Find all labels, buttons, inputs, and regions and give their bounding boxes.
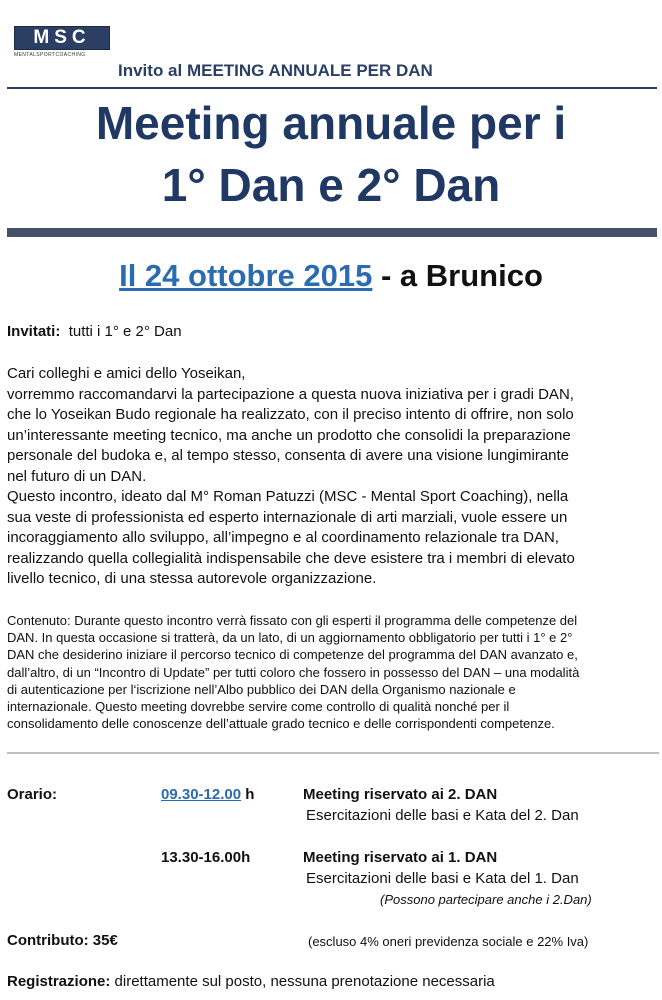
invited-line bbox=[7, 322, 657, 343]
slot2-title: Meeting riservato ai 1. DAN bbox=[303, 849, 498, 866]
content-line: consolidamento delle conoscenze dell’attuale grado tecnico e delle corrispondenti competenze. bbox=[7, 716, 555, 732]
title-line-2: 1° Dan e 2° Dan bbox=[161, 159, 501, 211]
invited-value: tutti i 1° e 2° Dan bbox=[68, 323, 182, 340]
letter-line: realizzando quella collegialità indispensabile che deve esistere tra i membri di elevato bbox=[7, 549, 575, 567]
slot1-title: Meeting riservato ai 2. DAN bbox=[303, 786, 498, 803]
title-divider bbox=[7, 228, 657, 237]
date-link[interactable]: Il 24 ottobre 2015 bbox=[119, 258, 373, 293]
content-paragraph bbox=[7, 612, 662, 732]
letter-line: nel futuro di un DAN. bbox=[7, 467, 147, 485]
letter-line: vorremmo raccomandarvi la partecipazione a questa nuova iniziativa per i gradi DAN, bbox=[7, 385, 574, 403]
registration-line bbox=[7, 971, 495, 992]
letter-line: sua veste di professionista ed esperto internazionale di arti marziali, vuole essere un bbox=[7, 508, 568, 526]
slot1-desc: Esercitazioni delle basi e Kata del 2. Dan bbox=[306, 807, 579, 824]
letter-line: Questo incontro, ideato dal M° Roman Patuzzi (MSC - Mental Sport Coaching), nella bbox=[7, 488, 569, 505]
content-line: di autenticazione per l‘iscrizione nell’Albo pubblico dei DAN della Organismo nazionale e bbox=[7, 681, 516, 697]
slot1-time-suffix: h bbox=[241, 786, 255, 803]
slot2-note: (Possono partecipare anche i 2.Dan) bbox=[380, 892, 592, 907]
page-title bbox=[0, 92, 662, 216]
content-line: dall’altro, di un “Incontro di Update” per tutti coloro che fossero in possesso del DAN – una modalità bbox=[7, 664, 580, 680]
slot1-time-link[interactable]: 09.30-12.00 bbox=[161, 786, 242, 803]
logo-subtitle: MENTALSPORTCOACHING bbox=[14, 52, 86, 58]
content-line: DAN che desiderino iniziare il percorso tecnico di competenze del programma del DAN avanzato e, bbox=[7, 647, 578, 663]
letter-line: personale del budoka e, al tempo stesso, consenta di avere una visione lungimirante bbox=[7, 447, 570, 464]
letter-line: livello tecnico, di una stessa autorevole organizzazione. bbox=[7, 570, 377, 587]
registration-value: direttamente sul posto, nessuna prenotazione necessaria bbox=[110, 973, 495, 990]
title-line-1: Meeting annuale per i bbox=[95, 97, 567, 149]
slot2-time: 13.30-16.00h bbox=[161, 849, 251, 866]
msc-logo bbox=[14, 26, 110, 58]
event-date bbox=[0, 258, 662, 294]
registration-label: Registrazione: bbox=[7, 973, 111, 990]
letter-body bbox=[7, 364, 657, 590]
invite-heading: Invito al MEETING ANNUALE PER DAN bbox=[118, 61, 433, 80]
content-line: DAN. In questa occasione si tratterà, da un lato, di un aggiornamento obbligatorio per tutti i 1° e 2° bbox=[7, 630, 573, 646]
slot1-time bbox=[161, 784, 254, 805]
header-divider bbox=[7, 87, 657, 89]
letter-line: che lo Yoseikan Budo regionale ha realizzato, con il preciso intento di offrire, non solo bbox=[7, 406, 574, 423]
logo-mark: MSC bbox=[14, 26, 110, 50]
invited-label: Invitati: bbox=[7, 323, 61, 340]
letter-line: un’interessante meeting tecnico, ma anche un prodotto che consolidi la preparazione bbox=[7, 426, 571, 444]
slot2-desc: Esercitazioni delle basi e Kata del 1. Dan bbox=[306, 870, 579, 887]
letter-line: Cari colleghi e amici dello Yoseikan, bbox=[7, 365, 246, 382]
content-line: internazionale. Questo meeting dovrebbe servire come controllo di qualità nonché per il bbox=[7, 699, 510, 715]
fee-note: (escluso 4% oneri previdenza sociale e 22% Iva) bbox=[308, 934, 589, 949]
event-location: - a Brunico bbox=[372, 258, 543, 293]
schedule-label: Orario: bbox=[7, 786, 58, 803]
fee-label: Contributo: 35€ bbox=[7, 932, 118, 949]
section-divider bbox=[7, 752, 659, 754]
content-line: Contenuto: Durante questo incontro verrà fissato con gli esperti il programma delle competenze del bbox=[7, 613, 578, 628]
letter-line: incoraggiamento allo sviluppo, all’impegno e al coordinamento relazionale tra DAN, bbox=[7, 529, 559, 546]
